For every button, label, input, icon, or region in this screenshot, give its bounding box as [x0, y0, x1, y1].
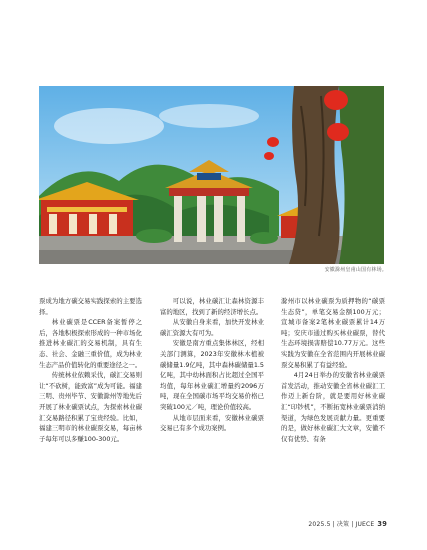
paragraph: 从安徽自身来看，加快开发林业碳汇资源大有可为。 — [160, 318, 264, 337]
paragraph: 传统林业依赖采伐，碳汇交易则让“不砍树，能致富”成为可能。福建三明、贵州毕节、安徽滁州等地先后开展了林业碳票试点，为探索林业碳汇交易路径积累了宝贵经验。比如，福建三明市的林业碳票交易，每亩林子每年可以多赚100-300元。 — [39, 371, 142, 443]
paragraph: 从地市层面来看，安徽林业碳票交易已有多个成功案例。 — [160, 413, 264, 433]
text-column-3 — [281, 296, 385, 444]
paragraph: 安徽是南方重点集体林区，经相关部门测算，2023年安徽林木植被碳储量1.9亿吨，其中森林碳储量1.5亿吨，其中幼林面积占比超过全国平均值，每年林业碳汇增量约2096万吨，现在全国碳市场平均交易价格已突破100元／吨，理论价值较高。 — [160, 339, 264, 411]
text-column-1 — [39, 296, 142, 444]
magazine-name: 决策 — [336, 521, 350, 528]
magazine-brand: JUECE — [355, 521, 375, 528]
page-footer — [308, 519, 387, 528]
paragraph: 可以说，林业碳汇让森林资源丰富的地区，找到了新的经济增长点。 — [160, 297, 264, 316]
photo-caption: 安徽滁州皇甫山国有林场。 — [324, 267, 387, 273]
text-column-2 — [160, 296, 264, 434]
footer-separator: | — [332, 521, 335, 528]
forest-farm-gate-photo — [39, 86, 384, 264]
footer-separator: | — [351, 521, 354, 528]
paragraph: 滁州市以林业碳票为质押物的“碳票生态贷”，单笔交易金额100万元；宣城市备案2笔林业碳票累计14万吨；安庆市通过购买林业碳票，替代生态环境损害赔偿10.77万元。这些实践为安徽在全省范围内开展林业碳票交易积累了有益经验。 — [281, 297, 385, 369]
issue-date: 2025.5 — [308, 521, 331, 528]
photo-illustration — [39, 86, 384, 264]
paragraph: 4月24日举办的安徽省林业碳票首发活动，推动安徽全省林业碳汇工作迈上新台阶，就是要用好林业碳汇“印钞机”，不断拓宽林业碳票消纳渠道，为绿色发展贡献力量。更重要的是，做好林业碳汇大文章，安徽不仅有优势、有条 — [281, 371, 385, 443]
paragraph: 票成为地方碳交易实践探索的主要选择。 — [39, 297, 142, 316]
page-number: 39 — [377, 520, 387, 528]
paragraph: 林业碳票是CCER备案暂停之后，各地积极探索形成的一种市场化推进林业碳汇的交易机制，具有生态、社会、金融三重价值，成为林业生态产品价值转化的重要途径之一。 — [39, 318, 142, 369]
